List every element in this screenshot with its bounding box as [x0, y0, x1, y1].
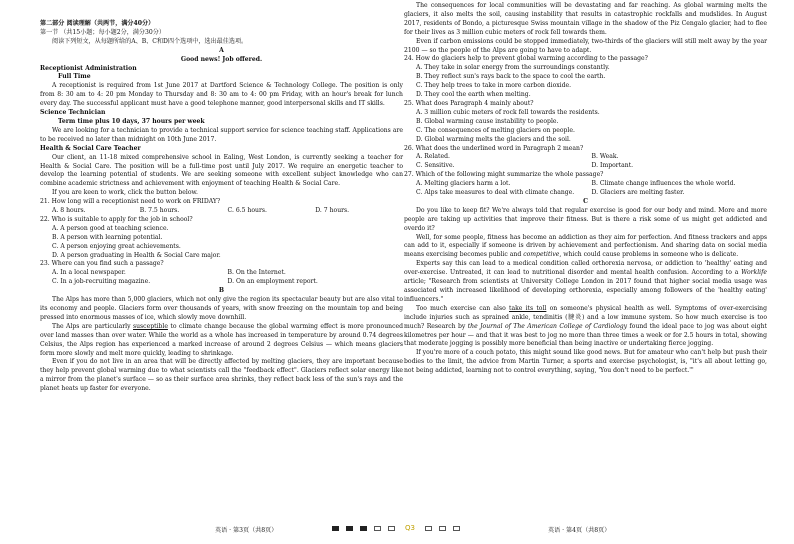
empty-square-mark — [439, 526, 446, 531]
italic-word: Worklife — [741, 269, 767, 277]
footer-right-page-number: 英语 · 第4页（共8页） — [548, 527, 611, 534]
option: A. In a local newspaper. — [52, 269, 126, 277]
text: , which could cause problems in someone who is delicate. — [559, 251, 739, 259]
paragraph: If you're more of a couch potato, this might sound like good news. But for amateur who can't help but push their bodies to the limit, the advice from Martin Turner, a sports and exercise psychologist, is, "it's all about letting go, not being addicted, learning not to control everything, saying, 'You don't need to be perfect.'" — [404, 349, 767, 375]
text: article; "Research from scientists at University College London in 2017 found that higher social media usage was associated with increased likelihood of developing orthorexia, especially among followers of the 'healthy eating' influencers." — [404, 278, 767, 303]
paragraph: If you are keen to work, click the button below. — [52, 189, 198, 197]
instruction: 阅读下列短文，从每题所给的A、B、C和D四个选项中，选出最佳选项。 — [52, 37, 248, 45]
filled-square-mark — [360, 526, 367, 531]
option: D. They cool the earth when melting. — [416, 91, 531, 99]
option: A. Related. — [416, 153, 450, 161]
filled-square-mark — [332, 526, 339, 531]
text: Experts say this can lead to a medical condition called orthorexia nervosa, or addiction to 'healthy' eating and over-exercise. Untreated, it can lead to nutritional disorder and mental health confusion. According to a — [404, 260, 767, 277]
question-27: 27. Which of the following might summarize the whole passage? — [404, 171, 604, 179]
italic-title: the Journal of The American College of Cardiology — [467, 322, 628, 330]
paragraph: Even if you do not live in an area that will be directly affected by melting glaciers, they are important because they help prevent global warming due to what scientists call the "feedback effect". Glaciers reflect solar energy like a mirror from the planet's surface — so as their surface area shrinks, they reflect back less of the sun's rays and the planet heats up faster for everyone. — [40, 358, 403, 393]
paragraph: The consequences for local communities will be devastating and far reaching. As global warming melts the glaciers, it also melts the soil, causing instability that results in catastrophic rockfalls and mudslides. In August 2017, residents of Bondo, a picturesque Swiss mountain village in the shadow of the Piz Cengalo glacier, had to flee for their lives as 3 million cubic meters of rock fell towards them. — [404, 2, 767, 36]
option: C. Alps take measures to deal with climate change. — [416, 189, 575, 197]
question-24: 24. How do glaciers help to prevent global warming according to the passage? — [404, 55, 648, 63]
heading-receptionist: Receptionist Administration — [40, 64, 137, 72]
subheading-term-time: Term time plus 10 days, 37 hours per week — [58, 117, 205, 125]
question-26: 26. What does the underlined word in Paragraph 2 mean? — [404, 144, 584, 152]
option: B. Global warming cause instability to people. — [416, 117, 559, 125]
text: The Alps are particularly — [52, 322, 133, 330]
right-page — [404, 2, 767, 376]
option: C. In a job-recruiting magazine. — [52, 278, 151, 286]
option: D. Global warming melts the glaciers and the soil. — [416, 135, 571, 143]
option: C. They help trees to take in more carbon dioxide. — [416, 82, 572, 90]
option: D. A person graduating in Health & Social Care major. — [52, 251, 221, 259]
paragraph: A receptionist is required from 1st June 2017 at Dartford Science & Technology College. The position is only from 8: 30 am to 4: 20 pm Monday to Thursday and 8: 30 am to 4: 00 pm Friday, with an hour's break for lunch every day. The successful applicant must have a good telephone manner, good interpersonal skills and IT skills. — [40, 82, 403, 108]
text: Well, for some people, fitness has become an addiction as they aim for perfection. And fitness trackers and apps can add to it, especially if someone is driven by achievement and perfectionism. And sharing data on social media means exercising becomes public and — [404, 233, 767, 259]
paragraph-with-underline — [40, 323, 403, 359]
option: A. They take in solar energy from the surroundings constantly. — [416, 64, 610, 72]
subheading-full-time: Full Time — [58, 73, 91, 81]
passage-a-letter: A — [219, 46, 224, 54]
paragraph: Do you like to keep fit? We're always told that regular exercise is good for our body and mind. More and more people are taking up activities that improve their fitness. But is there a risk some of us might get addicted and overdo it? — [404, 206, 767, 232]
paragraph — [404, 260, 767, 305]
paragraph — [404, 234, 767, 261]
option: D. 7 hours. — [315, 207, 350, 215]
passage-b-letter: B — [218, 287, 225, 295]
option: C. The consequences of melting glaciers on people. — [416, 126, 575, 134]
option: C. 6.5 hours. — [227, 207, 267, 215]
option: C. A person enjoying great achievements. — [52, 242, 181, 250]
option: D. On an employment report. — [227, 278, 318, 286]
option: D. Important. — [591, 162, 634, 170]
empty-square-mark — [453, 526, 460, 531]
option: D. Glaciers are melting faster. — [591, 189, 685, 197]
section-title: 第二部分 阅读理解（共两节，满分40分） — [40, 20, 155, 27]
option: B. A person with learning potential. — [52, 233, 163, 241]
option: A. 8 hours. — [52, 207, 86, 215]
empty-square-mark — [374, 526, 381, 531]
question-21: 21. How long will a receptionist need to work on FRIDAY? — [40, 198, 221, 206]
option: C. Sensitive. — [416, 162, 455, 170]
text: found the ideal pace to jog was about eight kilometres per hour — and that it was best to jog no more than three times a week or for 2.5 hours in total, showing that moderate jogging is possibly more beneficial than being inactive or undertaking fierce jogging. — [404, 322, 768, 348]
paragraph: The Alps has more than 5,000 glaciers, which not only give the region its spectacular beauty but are also vital to its economy and people. Glaciers form over thousands of years, with snow freezing on the mountain top and being pressed into enormous masses of ice, which slowly move downhill. — [40, 296, 403, 321]
paragraph: We are looking for a technician to provide a technical support service for science teaching staff. Applications are to be received no later than midnight on 10th June 2017. — [40, 126, 403, 143]
filled-square-mark — [346, 526, 353, 531]
text: to climate change because the global warming effect is more pronounced over land masses than over water. While the world as a whole has increased in temperature by around 0.74 degrees Celsius, the Alps region has experienced a marked increase of around 2 degrees Celsius — which means glaciers form more slowly and melt more quickly, leading to shrinkage. — [40, 322, 403, 357]
passage-c-letter: C — [583, 197, 588, 205]
qr-label: Q3 — [405, 524, 415, 532]
footer-left-page-number: 英语 · 第3页（共8页） — [215, 527, 278, 534]
question-22: 22. Who is suitable to apply for the job in school? — [40, 215, 193, 223]
alignment-marks — [332, 524, 460, 532]
option: B. They reflect sun's rays back to the space to cool the earth. — [416, 73, 606, 81]
question-25: 25. What does Paragraph 4 mainly about? — [404, 99, 534, 107]
paragraph: Even if carbon emissions could be stopped immediately, two-thirds of the glaciers will still melt away by the year 2100 — so the people of the Alps are going to have to adapt. — [404, 37, 767, 54]
passage-a-title: Good news! Job offered. — [180, 55, 263, 63]
option: B. On the Internet. — [227, 269, 286, 277]
option: A. A person good at teaching science. — [52, 224, 169, 232]
text: Too much exercise can also — [416, 304, 510, 312]
option: B. 7.5 hours. — [139, 207, 180, 215]
underlined-phrase: take its toll — [509, 304, 547, 312]
heading-teacher: Health & Social Care Teacher — [40, 144, 141, 152]
underlined-word: susceptible — [133, 322, 168, 330]
option: A. Melting glaciers harm a lot. — [416, 180, 511, 188]
italic-word: competitive — [523, 251, 560, 259]
left-page — [40, 20, 403, 394]
option: B. Climate change influences the whole world. — [591, 180, 736, 188]
q21-options — [40, 207, 403, 216]
option: A. 3 million cubic meters of rock fell towards the residents. — [416, 108, 600, 116]
question-23: 23. Where can you find such a passage? — [40, 260, 164, 268]
option: B. Weak. — [591, 153, 619, 161]
paragraph-with-underline — [404, 305, 767, 350]
q23-options — [40, 269, 403, 287]
empty-square-mark — [425, 526, 432, 531]
text: on someone's physical health as well. Symptoms of over-exercising include injuries such as sprained ankle, tendinitis (腱炎) and a low immune system. So how much exercise is too much? Research by — [404, 304, 767, 330]
q27-options — [404, 180, 767, 198]
paragraph: Our client, an 11-18 mixed comprehensive school in Ealing, West London, is currently seeking a teacher for Health & Social Care. The position will be a full-time post until July 2017. We require an energetic teacher to develop the learning potential of students. We are seeking someone with excellent subject knowledge who can combine academic strictness and achievement with enjoyment of teaching Health & Social Care. — [40, 153, 403, 188]
empty-square-mark — [388, 526, 395, 531]
sub-section: 第一节 （共15小题；每小题2分，满分30分） — [40, 28, 165, 36]
heading-technician: Science Technician — [40, 109, 106, 117]
q26-options — [404, 153, 767, 171]
